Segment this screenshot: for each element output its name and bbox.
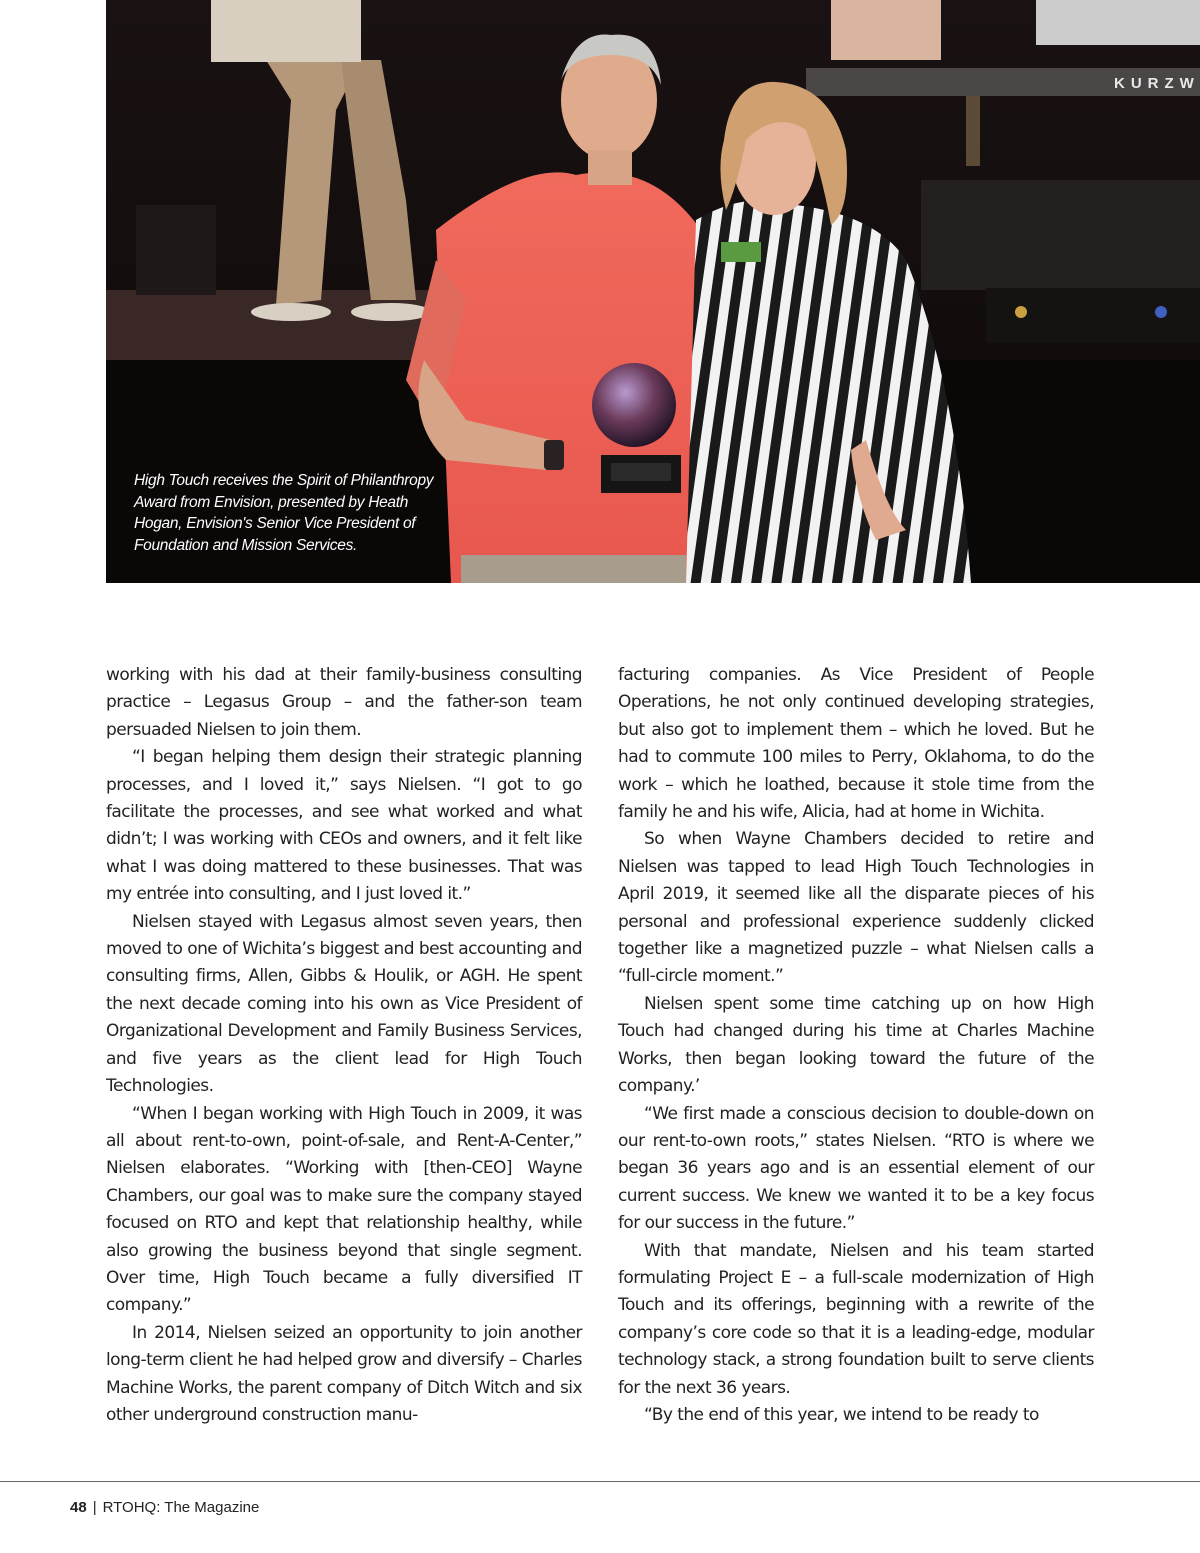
paragraph: So when Wayne Chambers decided to retire and Nielsen was tapped to lead High Touch Technologies in April 2019, it seemed like all the disparate pieces of his personal and professional experience suddenly clicked together like a magnetized puzzle – what Nielsen calls a “full-circle moment.” xyxy=(618,829,1094,987)
page-footer xyxy=(70,1499,259,1516)
photo-caption: High Touch receives the Spirit of Philanthropy Award from Envision, presented by Heath Hogan, Envision's Senior Vice President of Foundation and Mission Services. xyxy=(134,472,434,554)
article-column-left xyxy=(106,662,582,1429)
paragraph: With that mandate, Nielsen and his team started formulating Project E – a full-scale modernization of High Touch and its offerings, beginning with a rewrite of the company’s core code so that it is a leading-edge, modular technology stack, a strong foundation built to serve clients for the next 36 years. xyxy=(618,1240,1094,1398)
award-globe xyxy=(592,363,676,447)
paragraph: working with his dad at their family-business consulting practice – Legasus Group – and the father-son team persuaded Nielsen to join them. xyxy=(106,665,582,740)
shoe-left xyxy=(251,303,331,321)
award-photo xyxy=(106,0,1200,583)
keyboard-brand: KURZW xyxy=(1114,75,1200,92)
man-trousers xyxy=(461,555,686,583)
paragraph: “When I began working with High Touch in 2009, it was all about rent-to-own, point-of-sale, and Rent-A-Center,” Nielsen elaborates. “Working with [then-CEO] Wayne Chambers, our goal was to make sure the company stayed focused on RTO and kept that relationship healthy, while also growing the business beyond that single segment. Over time, High Touch became a fully diversified IT company.” xyxy=(106,1103,582,1316)
musician-shirt xyxy=(831,0,941,60)
page-number: 48 xyxy=(70,1499,87,1516)
speaker-cabinet xyxy=(921,180,1200,290)
paragraph: “By the end of this year, we intend to be ready to xyxy=(644,1404,1039,1425)
paragraph: Nielsen stayed with Legasus almost seven years, then moved to one of Wichita’s biggest and best accounting and consulting firms, Allen, Gibbs & Houlik, or AGH. He spent the next decade coming into his own as Vice President of Organizational Development and Family Business Services, and five years as the client lead for High Touch Technologies. xyxy=(106,911,582,1097)
keyboard-stand xyxy=(966,96,980,166)
amp-knob xyxy=(1015,306,1027,318)
paragraph: “We first made a conscious decision to double-down on our rent-to-own roots,” states Nielsen. “RTO is where we began 36 years ago and is an essential element of our current success. We knew we wanted it to be a key focus for our success in the future.” xyxy=(618,1103,1094,1234)
footer-divider xyxy=(0,1481,1200,1482)
name-badge xyxy=(721,242,761,262)
footer-separator: | xyxy=(92,1499,97,1516)
publication-name: RTOHQ: The Magazine xyxy=(102,1499,260,1516)
paragraph: facturing companies. As Vice President of People Operations, he not only continued developing strategies, but also got to implement them – which he loved. But he had to commute 100 miles to Perry, Oklahoma, to do the work – which he loathed, because it stole time from the family he and his wife, Alicia, had at home in Wichita. xyxy=(618,665,1094,823)
walking-person-shirt xyxy=(211,0,361,62)
stage-monitor xyxy=(136,205,216,295)
paragraph: In 2014, Nielsen seized an opportunity to join another long-term client he had helped grow and diversify – Charles Machine Works, the parent company of Ditch Witch and six other underground construction manu- xyxy=(106,1322,582,1425)
man-neck xyxy=(588,150,632,185)
wristwatch xyxy=(544,440,564,470)
screen-panel xyxy=(1036,0,1200,45)
award-plaque xyxy=(611,463,671,481)
paragraph: “I began helping them design their strategic planning processes, and I loved it,” says Nielsen. “I got to go facilitate the processes, and see what worked and what didn’t; I was working with CEOs and owners, and it felt like what I was doing mattered to these businesses. That was my entrée into consulting, and I just loved it.” xyxy=(106,747,582,905)
shoe-right xyxy=(351,303,431,321)
article-column-right xyxy=(618,662,1094,1429)
paragraph: Nielsen spent some time catching up on how High Touch had changed during his time at Charles Machine Works, then began looking toward the future of the company.’ xyxy=(618,993,1094,1097)
amp-knob-blue xyxy=(1155,306,1167,318)
